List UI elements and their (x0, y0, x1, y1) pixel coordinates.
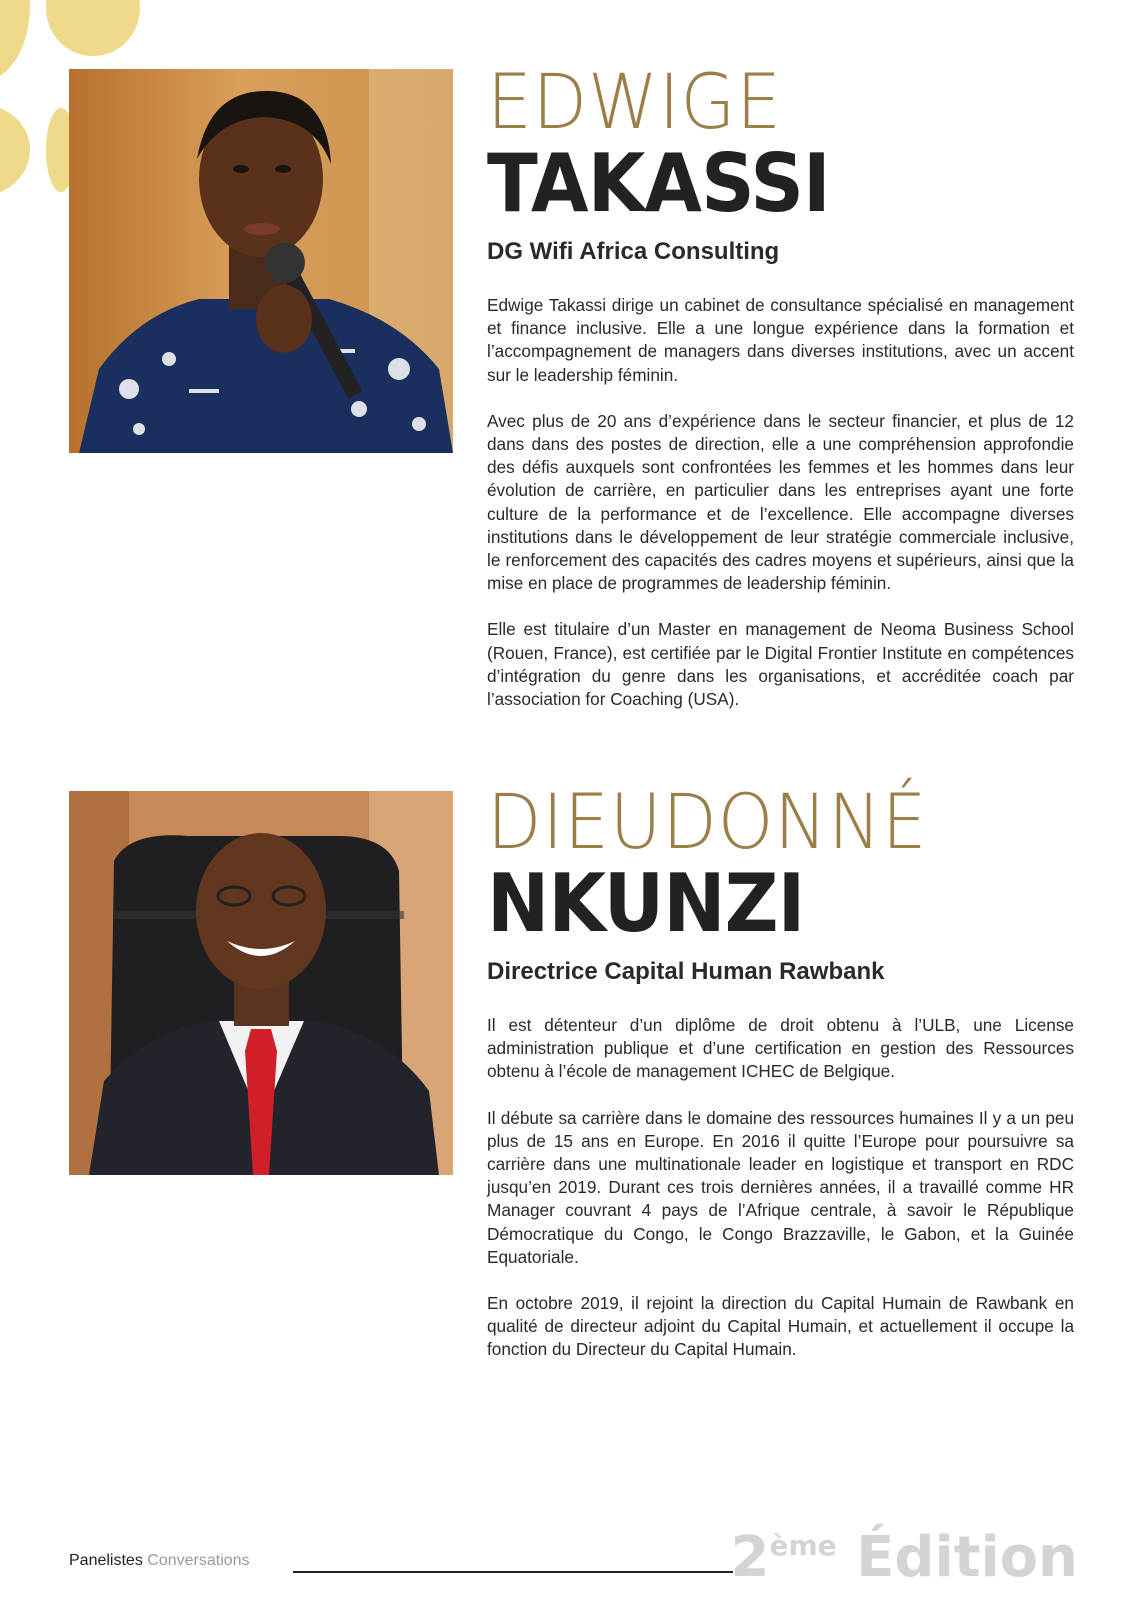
first-name: DIEUDONNÉ (487, 777, 928, 866)
bio-paragraph: Edwige Takassi dirige un cabinet de consultance spécialisé en management et finance inclusive. Elle a une longue expérience dans la formation et l’accompagnement de managers dans diverses institutions, avec un accent sur le leadership féminin. (487, 295, 1074, 385)
edition-number: 2 (730, 1525, 770, 1590)
profile-edwige-takassi (487, 57, 1074, 734)
portrait-photo-dieudonne (69, 791, 453, 1175)
bio (487, 1014, 1074, 1362)
edition-badge (730, 1525, 1078, 1590)
last-name: NKUNZI (487, 857, 805, 950)
footer-section: Panelistes (69, 1552, 143, 1569)
bio-paragraph: Avec plus de 20 ans d’expérience dans le secteur financier, et plus de 12 dans dans des postes de direction, elle a une compréhension approfondie des défis auxquels sont confrontées les femmes et les hommes dans leur évolution de carrière, en particulier dans les entreprises ayant une forte culture de la performance et de l’excellence. Elle accompagne diverses institutions dans le développement de leur stratégie commerciale inclusive, le renforcement des capacités des cadres moyens et supérieurs, ainsi que la mise en place de programmes de leadership féminin. (487, 410, 1074, 594)
first-name: EDWIGE (487, 57, 782, 146)
portrait-photo-edwige (69, 69, 453, 453)
role-title: DG Wifi Africa Consulting (487, 238, 780, 265)
footer-divider (293, 1571, 733, 1573)
bio-paragraph: En octobre 2019, il rejoint la direction du Capital Humain de Rawbank en qualité de directeur adjoint du Capital Humain, et actuellement il occupe la fonction du Directeur du Capital Humain. (487, 1293, 1074, 1360)
footer-section-label (69, 1552, 250, 1570)
decor-circle-2 (46, 0, 140, 56)
decor-circle-1 (0, 0, 30, 80)
footer-subsection: Conversations (147, 1552, 250, 1569)
profile-dieudonne-nkunzi (487, 777, 1074, 1385)
edition-suffix: ème (769, 1529, 837, 1562)
decor-circle-3 (0, 104, 30, 196)
bio-paragraph: Il débute sa carrière dans le domaine des ressources humaines Il y a un peu plus de 15 ans en Europe. En 2016 il quitte l’Europe pour poursuivre sa carrière dans une multinationale leader en logistique et transport en RDC jusqu’en 2019. Durant ces trois dernières années, il a travaillé comme HR Manager couvrant 4 pays de l’Afrique centrale, à savoir le République Démocratique du Congo, le Congo Brazzaville, le Gabon, et la Guinée Equatoriale. (487, 1107, 1074, 1267)
bio-paragraph: Elle est titulaire d’un Master en management de Neoma Business School (Rouen, France), est certifiée par le Digital Frontier Institute en compétences d’intégration du genre dans les organisations, et accréditée coach par l’association for Coaching (USA). (487, 619, 1074, 710)
role-title: Directrice Capital Human Rawbank (487, 958, 885, 985)
edition-word: Édition (856, 1525, 1078, 1590)
bio (487, 294, 1074, 711)
bio-paragraph: Il est détenteur d’un diplôme de droit obtenu à l’ULB, une License administration publique et d’une certification en gestion des Ressources obtenu à l’école de management ICHEC de Belgique. (487, 1015, 1074, 1082)
last-name: TAKASSI (487, 137, 830, 230)
